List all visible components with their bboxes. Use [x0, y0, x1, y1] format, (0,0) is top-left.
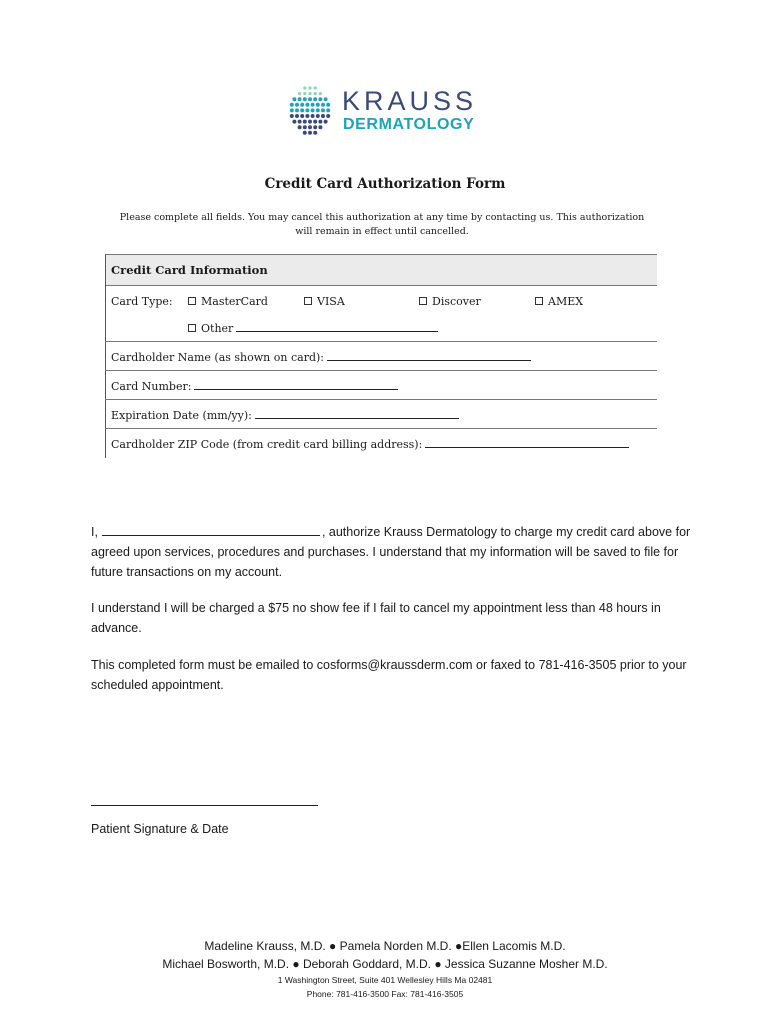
logo-dot: [303, 92, 306, 95]
logo-dot: [316, 103, 320, 107]
logo-dot: [326, 114, 330, 118]
logo-dot: [316, 114, 320, 118]
logo-dot: [305, 103, 309, 107]
logo-dot: [321, 108, 325, 112]
logo-dot: [298, 92, 301, 95]
card-type-label: Card Type:: [111, 295, 173, 308]
logo-dot: [305, 108, 309, 112]
logo-dot: [326, 103, 330, 107]
logo-dot: [295, 108, 299, 112]
cardholder-name-row: [111, 349, 531, 364]
logo-dot: [314, 86, 317, 89]
authorization-prefix: I,: [91, 525, 98, 539]
krauss-dermatology-logo: [282, 82, 492, 142]
logo-dot: [314, 92, 317, 95]
visa-checkbox[interactable]: [304, 297, 312, 305]
zip-code-field[interactable]: [425, 436, 629, 448]
zip-code-label: Cardholder ZIP Code (from credit card billing address):: [111, 438, 423, 451]
logo-dot: [313, 131, 317, 135]
cardholder-name-label: Cardholder Name (as shown on card):: [111, 351, 324, 364]
authorization-paragraph: [91, 522, 691, 582]
logo-dot: [292, 97, 296, 101]
logo-dot: [321, 114, 325, 118]
form-instructions: Please complete all fields. You may cancel this authorization at any time by contacting us. This authorization will remain in effect until cancelled.: [119, 212, 645, 237]
expiration-field[interactable]: [255, 407, 459, 419]
logo-dot: [311, 103, 315, 107]
logo-hexagon-dots-icon: [282, 82, 338, 140]
logo-dot: [303, 86, 306, 89]
logo-dot: [308, 120, 312, 124]
logo-dot: [303, 125, 307, 129]
logo-dot: [295, 114, 299, 118]
card-type-mastercard[interactable]: [188, 295, 268, 308]
footer-doctors-line-1: Madeline Krauss, M.D. ● Pamela Norden M.D. ●Ellen Lacomis M.D.: [204, 939, 566, 953]
logo-dot: [290, 108, 294, 112]
logo-dot: [290, 114, 294, 118]
logo-dot: [324, 120, 328, 124]
card-number-row: [111, 378, 398, 393]
form-title: Credit Card Authorization Form: [264, 176, 506, 192]
logo-dot: [300, 108, 304, 112]
logo-dot: [292, 120, 296, 124]
no-show-paragraph: I understand I will be charged a $75 no show fee if I fail to cancel my appointment less than 48 hours in advance.: [91, 601, 661, 635]
logo-dot: [298, 97, 302, 101]
logo-dot: [311, 114, 315, 118]
discover-checkbox[interactable]: [419, 297, 427, 305]
logo-dot: [298, 125, 302, 129]
patient-name-field[interactable]: [102, 522, 320, 536]
logo-dot: [319, 92, 322, 95]
logo-dot: [313, 125, 317, 129]
card-type-visa[interactable]: [304, 295, 345, 308]
signature-label: Patient Signature & Date: [91, 822, 229, 836]
authorization-text: , authorize Krauss Dermatology to charge my credit card above for agreed upon services, procedures and purchases. I understand that my information will be saved to file for future transactions on my account.: [91, 525, 691, 579]
logo-dot: [298, 120, 302, 124]
card-type-amex[interactable]: [535, 295, 583, 308]
logo-dot: [318, 125, 322, 129]
logo-dot: [318, 97, 322, 101]
logo-dot: [303, 131, 307, 135]
card-number-label: Card Number:: [111, 380, 192, 393]
logo-dot: [318, 120, 322, 124]
logo-dot: [303, 120, 307, 124]
zip-code-row: [111, 436, 629, 451]
credit-card-info-heading: Credit Card Information: [111, 263, 268, 277]
logo-dot: [303, 97, 307, 101]
logo-dot: [308, 92, 311, 95]
card-type-other[interactable]: [188, 320, 438, 335]
other-checkbox[interactable]: [188, 324, 196, 332]
logo-dot: [290, 103, 294, 107]
other-label: Other: [201, 322, 234, 335]
mastercard-checkbox[interactable]: [188, 297, 196, 305]
logo-dot: [308, 97, 312, 101]
logo-dot: [300, 103, 304, 107]
row-divider: [105, 428, 657, 429]
other-card-type-field[interactable]: [236, 320, 438, 332]
logo-dot: [324, 97, 328, 101]
footer-address: 1 Washington Street, Suite 401 Wellesley Hills Ma 02481: [277, 975, 493, 985]
logo-dot: [313, 120, 317, 124]
submission-paragraph: This completed form must be emailed to cosforms@kraussderm.com or faxed to 781-416-3505 prior to your scheduled appointment.: [91, 658, 687, 692]
logo-dot: [295, 103, 299, 107]
visa-label: VISA: [317, 295, 345, 308]
logo-dot: [300, 114, 304, 118]
logo-dot: [308, 131, 312, 135]
amex-label: AMEX: [548, 295, 584, 308]
signature-line[interactable]: [91, 805, 318, 806]
logo-dot: [316, 108, 320, 112]
logo-dot: [308, 86, 311, 89]
logo-name-bottom: DERMATOLOGY: [343, 116, 475, 133]
mastercard-label: MasterCard: [201, 295, 268, 308]
logo-dot: [305, 114, 309, 118]
expiration-label: Expiration Date (mm/yy):: [111, 409, 252, 422]
logo-dot: [313, 97, 317, 101]
card-number-field[interactable]: [194, 378, 398, 390]
discover-label: Discover: [432, 295, 481, 308]
logo-dot: [311, 108, 315, 112]
amex-checkbox[interactable]: [535, 297, 543, 305]
credit-card-info-header: [105, 254, 657, 286]
logo-dot: [321, 103, 325, 107]
card-type-discover[interactable]: [419, 295, 481, 308]
footer-phone: Phone: 781-416-3500 Fax: 781-416-3505: [306, 989, 464, 999]
cardholder-name-field[interactable]: [327, 349, 531, 361]
row-divider: [105, 341, 657, 342]
credit-card-info-section: [105, 254, 657, 458]
logo-name-top: KRAUSS: [342, 86, 478, 116]
logo-dot: [308, 125, 312, 129]
expiration-row: [111, 407, 459, 422]
logo-dot: [326, 108, 330, 112]
footer-doctors-line-2: Michael Bosworth, M.D. ● Deborah Goddard, M.D. ● Jessica Suzanne Mosher M.D.: [162, 957, 608, 971]
row-divider: [105, 399, 657, 400]
row-divider: [105, 370, 657, 371]
